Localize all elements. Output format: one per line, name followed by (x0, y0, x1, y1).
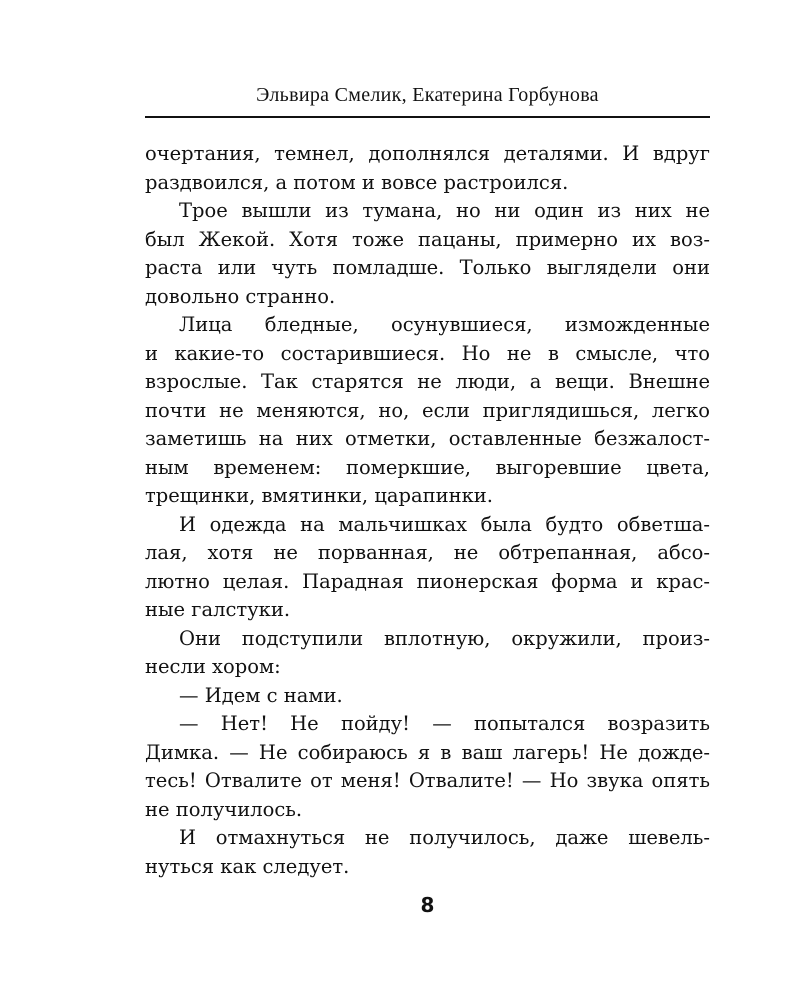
header-rule (145, 116, 710, 118)
text-line: довольно странно. (145, 284, 336, 308)
paragraph (145, 197, 710, 311)
paragraph (145, 311, 710, 511)
paragraph (145, 824, 710, 881)
text-line: почти не меняются, но, если приглядишься, легко (145, 398, 710, 422)
page-number: 8 (420, 893, 435, 917)
text-line: И одежда на мальчишках была будто обветша- (179, 512, 710, 536)
text-line: и какие-то состарившиеся. Но не в смысле, что (145, 341, 710, 365)
text-line: несли хором: (145, 655, 281, 678)
text-line: раста или чуть помладше. Только выглядели они (145, 256, 710, 279)
text-line: Они подступили вплотную, окружили, произ- (179, 626, 710, 650)
text-line: раздвоился, а потом и вовсе растроился. (145, 170, 569, 194)
text-line: Трое вышли из тумана, но ни один из них не (179, 199, 710, 222)
body-text (145, 140, 710, 881)
text-line: ные галстуки. (145, 598, 291, 621)
running-head: Эльвира Смелик, Екатерина Горбунова (256, 84, 599, 106)
text-line: ным временем: померкшие, выгоревшие цвета, (145, 455, 710, 479)
paragraph (145, 710, 710, 824)
text-line: Лица бледные, осунувшиеся, изможденные (179, 313, 710, 336)
paragraph (145, 140, 710, 197)
text-line: взрослые. Так старятся не люди, а вещи. Внешне (145, 370, 710, 393)
text-line: трещинки, вмятинки, царапинки. (145, 484, 493, 507)
text-line: заметишь на них отметки, оставленные безжалост- (145, 427, 710, 450)
text-line: Димка. — Не собираюсь я в ваш лагерь! Не дожде- (145, 740, 710, 764)
text-line: И отмахнуться не получилось, даже шевель- (179, 826, 710, 849)
text-line: очертания, темнел, дополнялся деталями. И вдруг (145, 142, 710, 165)
text-line: лютно целая. Парадная пионерская форма и крас- (145, 569, 710, 593)
text-line: был Жекой. Хотя тоже пацаны, примерно их воз- (145, 227, 710, 251)
paragraph (145, 682, 710, 711)
text-line: нуться как следует. (145, 854, 350, 878)
text-line: — Нет! Не пойду! — попытался возразить (179, 712, 710, 735)
text-line: лая, хотя не порванная, не обтрепанная, абсо- (145, 541, 710, 564)
paragraph (145, 625, 710, 682)
text-line: — Идем с нами. (179, 683, 343, 707)
paragraph (145, 511, 710, 625)
text-line: тесь! Отвалите от меня! Отвалите! — Но звука опять (145, 769, 710, 792)
text-line: не получилось. (145, 797, 303, 821)
